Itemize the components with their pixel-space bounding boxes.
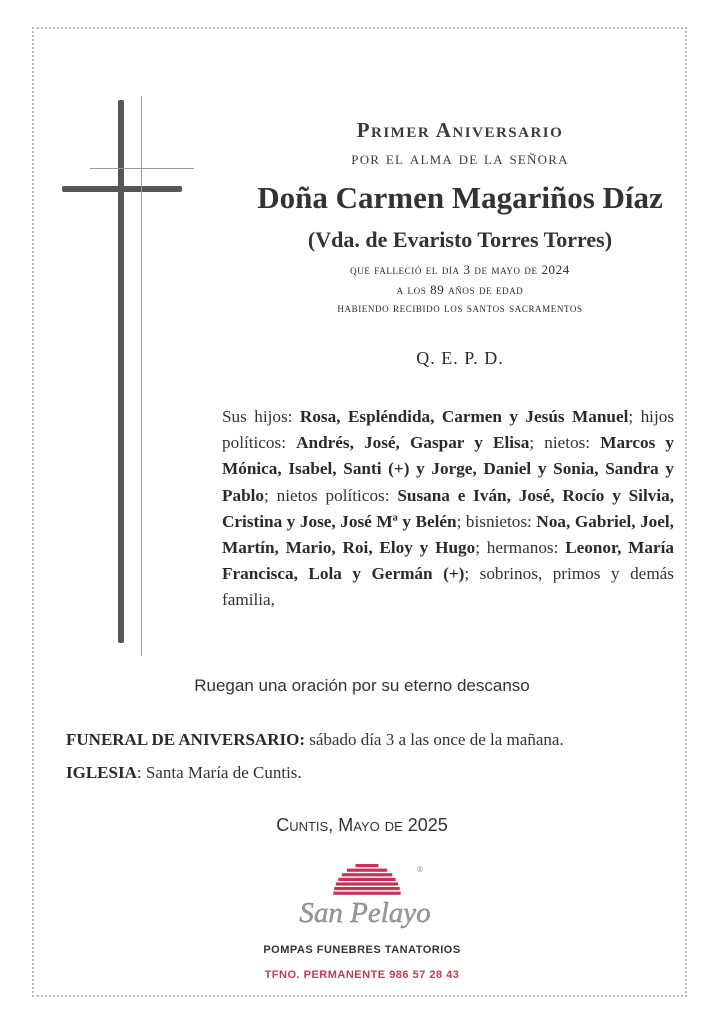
place-date: Cuntis, Mayo de 2025 xyxy=(276,815,448,835)
logo-stripe xyxy=(338,878,395,881)
church-info: IGLESIA: Santa María de Cuntis. xyxy=(66,763,302,782)
age: a los 89 años de edad xyxy=(396,282,524,297)
phone-number: TFNO. PERMANENTE 986 57 28 43 xyxy=(264,969,460,981)
death-date: que falleció el día 3 de mayo de 2024 xyxy=(350,262,570,277)
svg-text:San Pelayo: San Pelayo xyxy=(299,897,431,929)
hijos-politicos: Andrés, José, Gaspar y Elisa xyxy=(296,433,530,453)
hermanos: Leonor, María Francisca, Lola y Germán (+) xyxy=(222,538,674,584)
san-pelayo-logo xyxy=(290,858,440,938)
anniversary-title: Primer Aniversario xyxy=(356,118,564,142)
hijos: Rosa, Espléndida, Carmen y Jesús Manuel xyxy=(299,407,629,426)
subtitle: por el alma de la señora xyxy=(351,148,569,168)
logo-stripe xyxy=(334,887,400,890)
deceased-name: Doña Carmen Magariños Díaz xyxy=(257,180,663,215)
prayer-request: Ruegan una oración por su eterno descanso xyxy=(194,676,530,695)
sacraments: habiendo recibido los santos sacramentos xyxy=(337,300,583,315)
bisnietos: Noa, Gabriel, Joel, Martín, Mario, Roi, Eloy y Hugo xyxy=(222,511,674,558)
funeral-info: FUNERAL DE ANIVERSARIO: sábado día 3 a las once de la mañana. xyxy=(66,730,564,749)
logo-stripe xyxy=(342,873,392,876)
logo-mark xyxy=(290,858,440,938)
nietos-politicos: Susana e Iván, José, Rocío y Silvia, Cristina y Jose, José Mª y Belén xyxy=(222,485,674,531)
svg-text:®: ® xyxy=(417,865,423,874)
logo-stripe xyxy=(356,864,379,867)
company-tagline: POMPAS FUNEBRES TANATORIOS xyxy=(263,944,461,956)
logo-stripe xyxy=(347,869,387,872)
logo-stripe xyxy=(336,882,398,885)
logo-stripe xyxy=(333,892,400,895)
widow-of: (Vda. de Evaristo Torres Torres) xyxy=(307,227,613,252)
qepd: Q. E. P. D. xyxy=(416,348,504,368)
nietos: Marcos y Mónica, Isabel, Santi (+) y Jorge, Daniel y Sonia, Sandra y Pablo xyxy=(222,433,675,505)
family-paragraph: Sus hijos: Rosa, Espléndida, Carmen y Jesús Manuel; hijos políticos: Andrés, José, Gaspar y Elisa; nietos: Marcos y Mónica, Isabel, Santi (+) y Jorge, Daniel y Sonia, Sandra y Pablo; nietos políticos: Susana e Iván, José, Rocío y Silvia, Cristina y Jose, José Mª y Belén; bisnietos: Noa, Gabriel, Joel, Martín, Mario, Roi, Eloy y Hugo; hermanos: Leonor, María Francisca, Lola y Germán (+); sobrinos, primos y demás familia, xyxy=(222,407,675,610)
